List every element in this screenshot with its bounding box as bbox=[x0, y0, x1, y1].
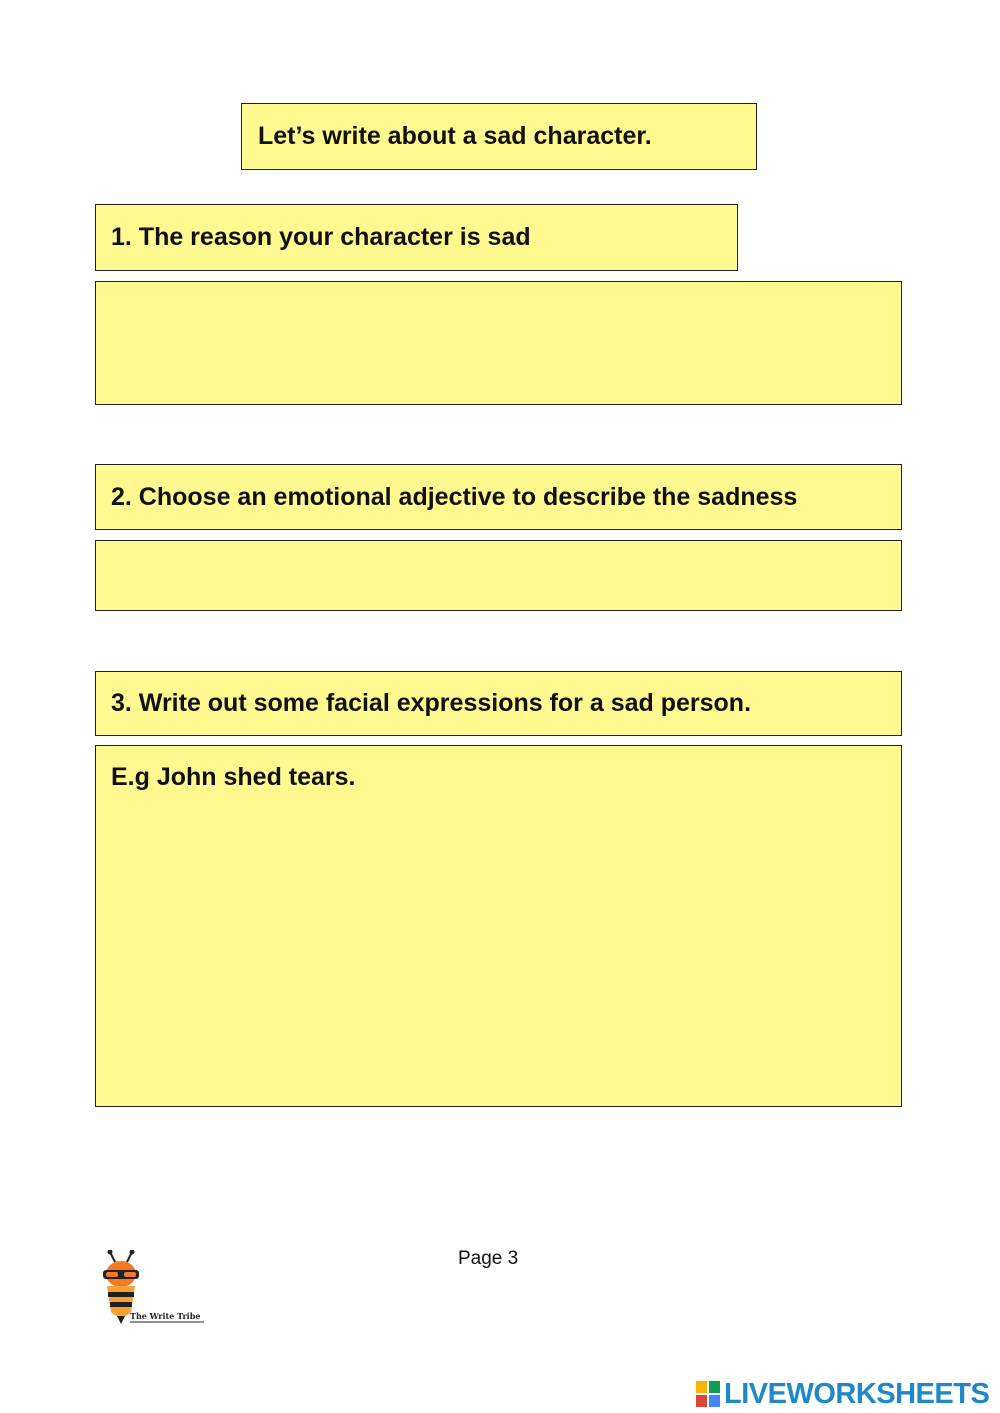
write-tribe-bee-logo bbox=[98, 1250, 208, 1330]
question-1-label: 1. The reason your character is sad bbox=[111, 223, 531, 251]
answer-3-field[interactable] bbox=[95, 745, 902, 1107]
worksheet-title-box bbox=[241, 103, 757, 170]
worksheet-title: Let’s write about a sad character. bbox=[258, 122, 652, 150]
answer-2-field[interactable] bbox=[95, 540, 902, 611]
question-3-label: 3. Write out some facial expressions for a sad person. bbox=[111, 689, 752, 717]
question-2-label: 2. Choose an emotional adjective to describe the sadness bbox=[111, 483, 798, 511]
answer-3-example: E.g John shed tears. bbox=[111, 763, 356, 791]
liveworksheets-watermark bbox=[696, 1378, 996, 1410]
svg-text:The Write Tribe: The Write Tribe bbox=[130, 1311, 201, 1321]
question-1-box bbox=[95, 204, 738, 271]
liveworksheets-text: LIVEWORKSHEETS bbox=[724, 1378, 990, 1410]
liveworksheets-icon bbox=[696, 1381, 720, 1407]
page-number: Page 3 bbox=[458, 1248, 519, 1269]
answer-1-field[interactable] bbox=[95, 281, 902, 405]
question-3-box bbox=[95, 671, 902, 736]
question-2-box bbox=[95, 464, 902, 530]
